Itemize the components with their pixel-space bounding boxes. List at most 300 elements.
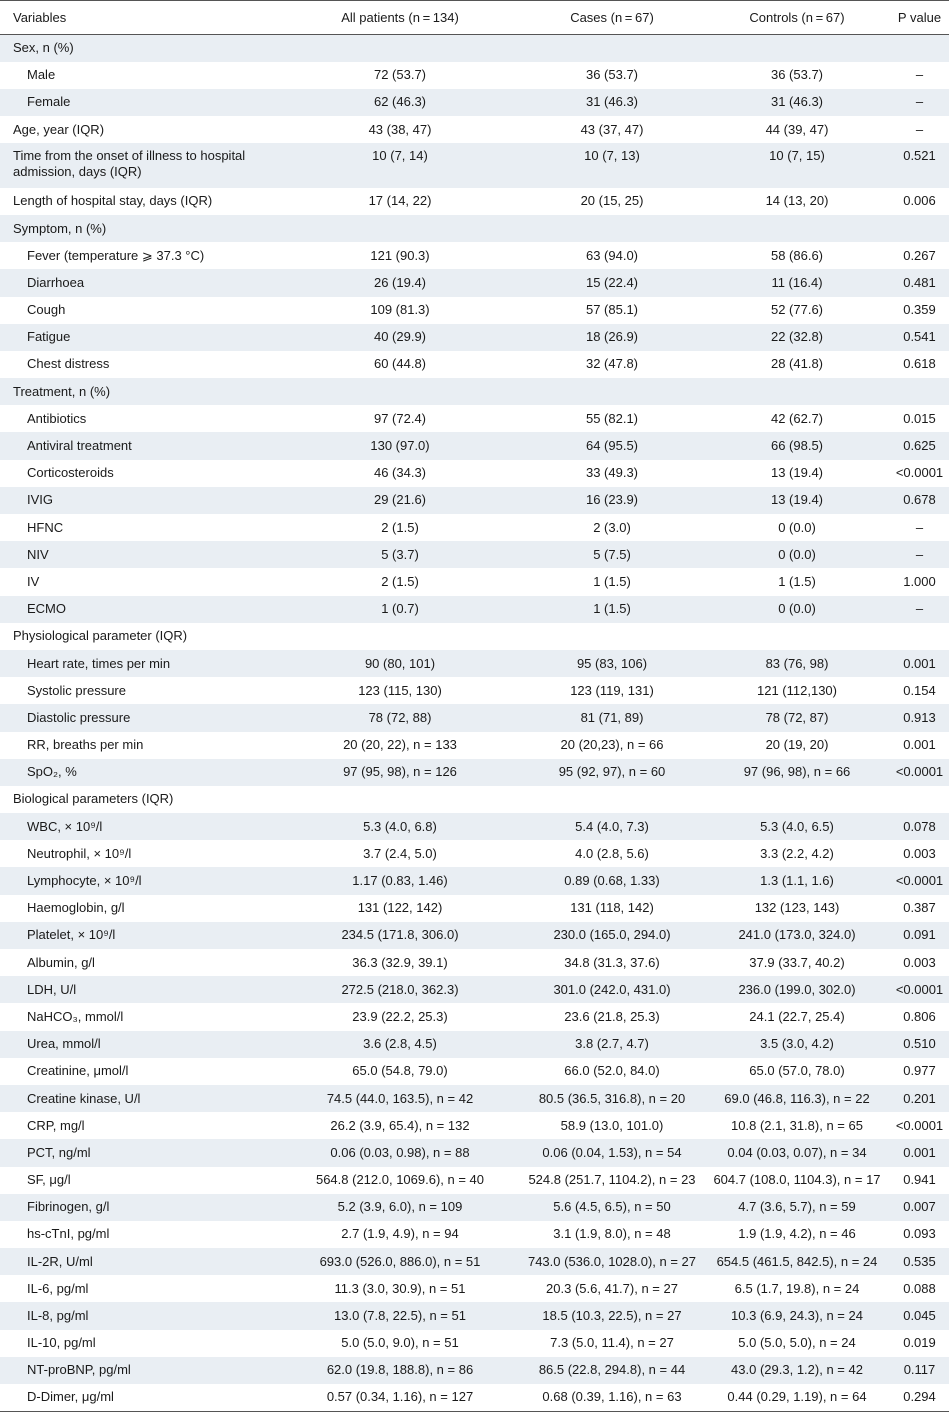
cell-controls: 14 (13, 20) bbox=[765, 193, 829, 209]
table-row bbox=[0, 1058, 949, 1085]
table-row bbox=[0, 1139, 949, 1166]
cell-cases: 81 (71, 89) bbox=[580, 709, 644, 725]
cell-p-value: <0.0001 bbox=[895, 764, 944, 780]
row-label: Treatment, n (%) bbox=[13, 383, 111, 399]
cell-p-value: 0.387 bbox=[903, 900, 936, 916]
cell-all-patients: 3.6 (2.8, 4.5) bbox=[363, 1036, 437, 1052]
cell-controls: 42 (62.7) bbox=[770, 410, 824, 426]
cell-cases: 63 (94.0) bbox=[585, 247, 639, 263]
cell-controls: 66 (98.5) bbox=[770, 438, 824, 454]
cell-cases: 43 (37, 47) bbox=[580, 121, 644, 137]
row-label: Neutrophil, × 10⁹/l bbox=[27, 845, 132, 861]
table-row bbox=[0, 541, 949, 568]
cell-cases: 80.5 (36.5, 316.8), n = 20 bbox=[538, 1090, 686, 1106]
header-p-value: P value bbox=[890, 1, 949, 35]
table-row bbox=[0, 1085, 949, 1112]
table-row bbox=[0, 1221, 949, 1248]
section-row bbox=[0, 215, 949, 242]
cell-cases: 64 (95.5) bbox=[585, 438, 639, 454]
cell-cases: 4.0 (2.8, 5.6) bbox=[575, 845, 649, 861]
cell-all-patients: 13.0 (7.8, 22.5), n = 51 bbox=[334, 1308, 466, 1324]
table-body bbox=[0, 35, 949, 1412]
table-row bbox=[0, 1302, 949, 1329]
table-row bbox=[0, 976, 949, 1003]
cell-controls: 0 (0.0) bbox=[778, 601, 816, 617]
cell-p-value bbox=[890, 623, 949, 650]
row-label: IL-10, pg/ml bbox=[27, 1335, 96, 1351]
section-row bbox=[0, 786, 949, 813]
cell-controls: 10.3 (6.9, 24.3), n = 24 bbox=[731, 1308, 863, 1324]
row-label: IL-6, pg/ml bbox=[27, 1280, 89, 1296]
cell-controls: 0.04 (0.03, 0.07), n = 34 bbox=[727, 1144, 867, 1160]
cell-cases: 23.6 (21.8, 25.3) bbox=[564, 1008, 660, 1024]
row-label: Diastolic pressure bbox=[27, 709, 131, 725]
table-row bbox=[0, 351, 949, 378]
cell-p-value: 0.806 bbox=[903, 1008, 936, 1024]
cell-all-patients: 17 (14, 22) bbox=[368, 193, 432, 209]
cell-cases: 18 (26.9) bbox=[585, 329, 639, 345]
row-label: PCT, ng/ml bbox=[27, 1144, 91, 1160]
row-label: Cough bbox=[27, 302, 66, 318]
cell-p-value: 0.007 bbox=[903, 1199, 936, 1215]
table-row bbox=[0, 840, 949, 867]
table-row bbox=[0, 759, 949, 786]
table-row bbox=[0, 1112, 949, 1139]
table-row bbox=[0, 704, 949, 731]
table-row bbox=[0, 242, 949, 269]
cell-controls bbox=[704, 623, 890, 650]
table-row bbox=[0, 568, 949, 595]
table-row bbox=[0, 269, 949, 296]
table-row bbox=[0, 89, 949, 116]
cell-all-patients: 60 (44.8) bbox=[373, 356, 427, 372]
cell-controls bbox=[704, 378, 890, 405]
table-row bbox=[0, 143, 949, 188]
row-label: Fibrinogen, g/l bbox=[27, 1199, 110, 1215]
cell-controls: 11 (16.4) bbox=[771, 274, 823, 290]
table-row bbox=[0, 405, 949, 432]
cell-p-value: 0.088 bbox=[903, 1280, 936, 1296]
cell-all-patients: 3.7 (2.4, 5.0) bbox=[363, 845, 437, 861]
cell-all-patients: 2 (1.5) bbox=[381, 519, 419, 535]
cell-all-patients bbox=[280, 35, 520, 62]
table-row bbox=[0, 487, 949, 514]
header-controls: Controls (n = 67) bbox=[704, 1, 890, 35]
cell-cases: 301.0 (242.0, 431.0) bbox=[553, 981, 671, 997]
cell-p-value: <0.0001 bbox=[895, 1117, 944, 1133]
row-label: Diarrhoea bbox=[27, 274, 85, 290]
cell-p-value bbox=[890, 786, 949, 813]
table-row bbox=[0, 949, 949, 976]
cell-cases: 7.3 (5.0, 11.4), n = 27 bbox=[550, 1335, 674, 1351]
row-label: ECMO bbox=[27, 601, 66, 617]
row-label: Heart rate, times per min bbox=[27, 655, 171, 671]
row-label: Fever (temperature ⩾ 37.3 °C) bbox=[27, 247, 205, 263]
cell-p-value: 0.015 bbox=[903, 410, 936, 426]
cell-cases: 58.9 (13.0, 101.0) bbox=[560, 1117, 664, 1133]
cell-p-value: 0.078 bbox=[903, 818, 936, 834]
row-label: SpO₂, % bbox=[27, 764, 77, 780]
table-row bbox=[0, 432, 949, 459]
cell-controls: 83 (76, 98) bbox=[765, 655, 829, 671]
cell-all-patients: 5.0 (5.0, 9.0), n = 51 bbox=[341, 1335, 459, 1351]
cell-p-value: 0.535 bbox=[903, 1253, 936, 1269]
row-label: Length of hospital stay, days (IQR) bbox=[13, 193, 213, 209]
cell-cases: 10 (7, 13) bbox=[584, 148, 640, 164]
cell-controls: 20 (19, 20) bbox=[765, 737, 829, 753]
cell-p-value: – bbox=[915, 601, 924, 617]
cell-cases bbox=[520, 35, 704, 62]
cell-p-value: 0.154 bbox=[903, 682, 936, 698]
row-label: Time from the onset of illness to hospital admission, days (IQR) bbox=[13, 148, 246, 180]
cell-all-patients: 65.0 (54.8, 79.0) bbox=[352, 1063, 448, 1079]
cell-cases: 34.8 (31.3, 37.6) bbox=[564, 954, 660, 970]
row-label: Chest distress bbox=[27, 356, 110, 372]
row-label: Female bbox=[27, 94, 71, 110]
cell-controls: 236.0 (199.0, 302.0) bbox=[738, 981, 856, 997]
cell-p-value: 0.093 bbox=[903, 1226, 936, 1242]
cell-p-value: 0.001 bbox=[903, 1144, 936, 1160]
cell-all-patients: 2.7 (1.9, 4.9), n = 94 bbox=[341, 1226, 459, 1242]
cell-all-patients: 5 (3.7) bbox=[381, 546, 419, 562]
table-row bbox=[0, 188, 949, 215]
row-label: IVIG bbox=[27, 492, 54, 508]
cell-cases: 66.0 (52.0, 84.0) bbox=[564, 1063, 660, 1079]
cell-all-patients: 26.2 (3.9, 65.4), n = 132 bbox=[330, 1117, 470, 1133]
cell-cases: 0.68 (0.39, 1.16), n = 63 bbox=[542, 1389, 682, 1405]
row-label: Biological parameters (IQR) bbox=[13, 791, 174, 807]
cell-cases: 5.6 (4.5, 6.5), n = 50 bbox=[553, 1199, 671, 1215]
cell-p-value: 0.003 bbox=[903, 954, 936, 970]
table-row bbox=[0, 1031, 949, 1058]
cell-all-patients: 72 (53.7) bbox=[373, 67, 427, 83]
cell-controls: 44 (39, 47) bbox=[765, 121, 829, 137]
cell-p-value: 0.618 bbox=[903, 356, 936, 372]
cell-controls: 78 (72, 87) bbox=[765, 709, 829, 725]
cell-controls: 10.8 (2.1, 31.8), n = 65 bbox=[731, 1117, 863, 1133]
cell-controls: 132 (123, 143) bbox=[754, 900, 840, 916]
cell-all-patients: 11.3 (3.0, 30.9), n = 51 bbox=[334, 1280, 466, 1296]
cell-all-patients: 109 (81.3) bbox=[370, 302, 430, 318]
cell-all-patients bbox=[280, 215, 520, 242]
cell-all-patients: 97 (95, 98), n = 126 bbox=[343, 764, 457, 780]
cell-all-patients: 62.0 (19.8, 188.8), n = 86 bbox=[326, 1362, 474, 1378]
cell-cases: 5.4 (4.0, 7.3) bbox=[575, 818, 649, 834]
row-label: Symptom, n (%) bbox=[13, 220, 107, 236]
table-row bbox=[0, 1330, 949, 1357]
cell-p-value: – bbox=[915, 121, 924, 137]
cell-controls: 22 (32.8) bbox=[770, 329, 824, 345]
cell-all-patients: 123 (115, 130) bbox=[358, 682, 442, 698]
row-label: D-Dimer, μg/ml bbox=[27, 1389, 114, 1405]
cell-p-value: 0.091 bbox=[903, 927, 936, 943]
row-label: WBC, × 10⁹/l bbox=[27, 818, 103, 834]
cell-p-value: 0.019 bbox=[903, 1335, 936, 1351]
table-row bbox=[0, 514, 949, 541]
cell-all-patients: 272.5 (218.0, 362.3) bbox=[341, 981, 459, 997]
cell-cases: 16 (23.9) bbox=[585, 492, 639, 508]
table-row bbox=[0, 1194, 949, 1221]
cell-cases: 1 (1.5) bbox=[593, 573, 631, 589]
header-all-patients: All patients (n = 134) bbox=[280, 1, 520, 35]
cell-controls: 3.3 (2.2, 4.2) bbox=[760, 845, 834, 861]
cell-cases: 5 (7.5) bbox=[593, 546, 631, 562]
cell-all-patients: 36.3 (32.9, 39.1) bbox=[352, 954, 448, 970]
table-row bbox=[0, 813, 949, 840]
cell-p-value: 0.267 bbox=[903, 247, 936, 263]
cell-controls: 97 (96, 98), n = 66 bbox=[743, 764, 851, 780]
cell-controls: 604.7 (108.0, 1104.3), n = 17 bbox=[713, 1172, 881, 1188]
table-row bbox=[0, 1167, 949, 1194]
table-row bbox=[0, 324, 949, 351]
cell-p-value: 0.977 bbox=[903, 1063, 936, 1079]
cell-p-value: – bbox=[915, 546, 924, 562]
cell-cases: 36 (53.7) bbox=[585, 67, 639, 83]
cell-p-value: – bbox=[915, 94, 924, 110]
cell-all-patients: 0.06 (0.03, 0.98), n = 88 bbox=[330, 1144, 470, 1160]
cell-p-value: – bbox=[915, 67, 924, 83]
row-label: IL-8, pg/ml bbox=[27, 1308, 89, 1324]
row-label: Sex, n (%) bbox=[13, 40, 74, 56]
cell-p-value: 0.117 bbox=[903, 1362, 936, 1378]
cell-p-value: 0.003 bbox=[903, 845, 936, 861]
row-label: Fatigue bbox=[27, 329, 71, 345]
row-label: Haemoglobin, g/l bbox=[27, 900, 125, 916]
row-label: LDH, U/l bbox=[27, 981, 77, 997]
cell-cases: 3.8 (2.7, 4.7) bbox=[575, 1036, 649, 1052]
header-cases: Cases (n = 67) bbox=[520, 1, 704, 35]
cell-all-patients: 29 (21.6) bbox=[373, 492, 427, 508]
cell-cases bbox=[520, 215, 704, 242]
cell-cases: 31 (46.3) bbox=[585, 94, 639, 110]
cell-all-patients bbox=[280, 786, 520, 813]
cell-p-value: 0.481 bbox=[903, 274, 936, 290]
cell-cases: 2 (3.0) bbox=[593, 519, 631, 535]
cell-controls: 241.0 (173.0, 324.0) bbox=[738, 927, 856, 943]
row-label: Lymphocyte, × 10⁹/l bbox=[27, 873, 142, 889]
cell-controls: 52 (77.6) bbox=[770, 302, 824, 318]
cell-cases: 18.5 (10.3, 22.5), n = 27 bbox=[542, 1308, 682, 1324]
cell-all-patients: 40 (29.9) bbox=[373, 329, 427, 345]
cell-p-value: 0.541 bbox=[903, 329, 936, 345]
cell-p-value: 0.359 bbox=[903, 302, 936, 318]
cell-controls: 69.0 (46.8, 116.3), n = 22 bbox=[724, 1090, 870, 1106]
cell-all-patients bbox=[280, 623, 520, 650]
cell-controls: 5.3 (4.0, 6.5) bbox=[760, 818, 834, 834]
cell-p-value: 0.006 bbox=[903, 193, 936, 209]
cell-cases: 33 (49.3) bbox=[585, 465, 639, 481]
table-row bbox=[0, 62, 949, 89]
cell-all-patients: 10 (7, 14) bbox=[372, 148, 428, 164]
cell-p-value bbox=[890, 215, 949, 242]
cell-p-value: 0.625 bbox=[903, 438, 936, 454]
cell-p-value bbox=[890, 35, 949, 62]
row-label: Corticosteroids bbox=[27, 465, 114, 481]
cell-cases bbox=[520, 623, 704, 650]
cell-controls: 4.7 (3.6, 5.7), n = 59 bbox=[738, 1199, 856, 1215]
table-row bbox=[0, 1357, 949, 1384]
row-label: IL-2R, U/ml bbox=[27, 1253, 93, 1269]
cell-all-patients: 78 (72, 88) bbox=[368, 709, 432, 725]
cell-cases: 524.8 (251.7, 1104.2), n = 23 bbox=[528, 1172, 696, 1188]
table-row bbox=[0, 922, 949, 949]
cell-controls: 3.5 (3.0, 4.2) bbox=[760, 1036, 834, 1052]
cell-all-patients: 97 (72.4) bbox=[373, 410, 427, 426]
cell-controls: 1 (1.5) bbox=[778, 573, 816, 589]
cell-controls: 0.44 (0.29, 1.19), n = 64 bbox=[727, 1389, 867, 1405]
cell-all-patients: 0.57 (0.34, 1.16), n = 127 bbox=[326, 1389, 474, 1405]
cell-controls: 37.9 (33.7, 40.2) bbox=[749, 954, 845, 970]
cell-cases: 20 (20,23), n = 66 bbox=[560, 737, 664, 753]
table-row bbox=[0, 650, 949, 677]
cell-cases: 57 (85.1) bbox=[585, 302, 639, 318]
cell-all-patients: 1 (0.7) bbox=[381, 601, 419, 617]
cell-p-value: 0.294 bbox=[903, 1389, 936, 1405]
row-label: Physiological parameter (IQR) bbox=[13, 628, 188, 644]
cell-cases: 743.0 (536.0, 1028.0), n = 27 bbox=[527, 1253, 697, 1269]
cell-p-value: 0.001 bbox=[903, 655, 936, 671]
cell-all-patients: 5.3 (4.0, 6.8) bbox=[363, 818, 437, 834]
table-row bbox=[0, 116, 949, 143]
cell-all-patients: 26 (19.4) bbox=[373, 274, 427, 290]
section-row bbox=[0, 623, 949, 650]
cell-all-patients: 20 (20, 22), n = 133 bbox=[343, 737, 457, 753]
cell-p-value: 0.941 bbox=[903, 1172, 936, 1188]
header-variables: Variables bbox=[0, 1, 280, 35]
cell-p-value: 0.201 bbox=[903, 1090, 936, 1106]
cell-all-patients: 131 (122, 142) bbox=[357, 900, 443, 916]
cell-p-value: 1.000 bbox=[903, 573, 936, 589]
cell-controls: 0 (0.0) bbox=[778, 519, 816, 535]
cell-cases: 20.3 (5.6, 41.7), n = 27 bbox=[546, 1280, 678, 1296]
cell-p-value: 0.510 bbox=[903, 1036, 936, 1052]
cell-all-patients: 5.2 (3.9, 6.0), n = 109 bbox=[337, 1199, 463, 1215]
cell-controls bbox=[704, 215, 890, 242]
table-row bbox=[0, 677, 949, 704]
cell-all-patients bbox=[280, 378, 520, 405]
cell-controls: 31 (46.3) bbox=[770, 94, 824, 110]
row-label: RR, breaths per min bbox=[27, 737, 144, 753]
cell-cases: 32 (47.8) bbox=[585, 356, 639, 372]
cell-all-patients: 46 (34.3) bbox=[373, 465, 427, 481]
cell-cases: 95 (92, 97), n = 60 bbox=[558, 764, 666, 780]
row-label: Platelet, × 10⁹/l bbox=[27, 927, 116, 943]
table-row bbox=[0, 596, 949, 623]
row-label: Systolic pressure bbox=[27, 682, 126, 698]
cell-all-patients: 90 (80, 101) bbox=[364, 655, 436, 671]
cell-cases: 95 (83, 106) bbox=[576, 655, 648, 671]
row-label: Antibiotics bbox=[27, 410, 87, 426]
cell-p-value: <0.0001 bbox=[895, 873, 944, 889]
cell-p-value bbox=[890, 378, 949, 405]
table-row bbox=[0, 1275, 949, 1302]
cell-controls: 65.0 (57.0, 78.0) bbox=[749, 1063, 845, 1079]
cell-all-patients: 1.17 (0.83, 1.46) bbox=[352, 873, 448, 889]
row-label: CRP, mg/l bbox=[27, 1117, 85, 1133]
cell-controls: 13 (19.4) bbox=[770, 492, 824, 508]
cell-controls bbox=[704, 35, 890, 62]
cell-all-patients: 74.5 (44.0, 163.5), n = 42 bbox=[326, 1090, 474, 1106]
cell-p-value: 0.001 bbox=[903, 737, 936, 753]
cell-p-value: <0.0001 bbox=[895, 465, 944, 481]
cell-cases: 123 (119, 131) bbox=[570, 682, 654, 698]
row-label: Creatinine, μmol/l bbox=[27, 1063, 129, 1079]
cell-all-patients: 43 (38, 47) bbox=[368, 121, 432, 137]
cell-controls: 5.0 (5.0, 5.0), n = 24 bbox=[738, 1335, 856, 1351]
cell-controls: 28 (41.8) bbox=[770, 356, 824, 372]
row-label: NIV bbox=[27, 546, 49, 562]
row-label: SF, μg/l bbox=[27, 1172, 71, 1188]
table-row bbox=[0, 732, 949, 759]
row-label: IV bbox=[27, 573, 40, 589]
cell-p-value: 0.913 bbox=[903, 709, 936, 725]
cell-controls: 654.5 (461.5, 842.5), n = 24 bbox=[716, 1253, 878, 1269]
cell-p-value: 0.045 bbox=[903, 1308, 936, 1324]
cell-controls: 6.5 (1.7, 19.8), n = 24 bbox=[734, 1280, 860, 1296]
cell-cases bbox=[520, 786, 704, 813]
cell-controls: 1.3 (1.1, 1.6) bbox=[760, 873, 834, 889]
cell-all-patients: 130 (97.0) bbox=[370, 438, 430, 454]
cell-all-patients: 2 (1.5) bbox=[381, 573, 419, 589]
cell-cases: 0.06 (0.04, 1.53), n = 54 bbox=[542, 1144, 682, 1160]
cell-cases: 230.0 (165.0, 294.0) bbox=[553, 927, 671, 943]
cell-cases: 131 (118, 142) bbox=[570, 900, 654, 916]
row-label: Male bbox=[27, 67, 56, 83]
cell-all-patients: 23.9 (22.2, 25.3) bbox=[352, 1008, 448, 1024]
cell-p-value: – bbox=[915, 519, 924, 535]
section-row bbox=[0, 35, 949, 62]
table-row bbox=[0, 297, 949, 324]
row-label: Albumin, g/l bbox=[27, 954, 95, 970]
cell-controls: 1.9 (1.9, 4.2), n = 46 bbox=[738, 1226, 856, 1242]
cell-all-patients: 62 (46.3) bbox=[373, 94, 427, 110]
table-row bbox=[0, 895, 949, 922]
row-label: NT-proBNP, pg/ml bbox=[27, 1362, 131, 1378]
cell-controls bbox=[704, 786, 890, 813]
cell-cases: 0.89 (0.68, 1.33) bbox=[564, 873, 660, 889]
cell-controls: 121 (112,130) bbox=[757, 682, 837, 698]
cell-controls: 36 (53.7) bbox=[770, 67, 824, 83]
cell-all-patients: 234.5 (171.8, 306.0) bbox=[341, 927, 459, 943]
cell-p-value: 0.678 bbox=[903, 492, 936, 508]
cell-all-patients: 693.0 (526.0, 886.0), n = 51 bbox=[319, 1253, 481, 1269]
cell-controls: 58 (86.6) bbox=[770, 247, 824, 263]
cell-cases: 3.1 (1.9, 8.0), n = 48 bbox=[553, 1226, 671, 1242]
cell-cases bbox=[520, 378, 704, 405]
cell-controls: 0 (0.0) bbox=[778, 546, 816, 562]
row-label: Age, year (IQR) bbox=[13, 121, 105, 137]
header-row bbox=[0, 1, 949, 35]
table-header bbox=[0, 1, 949, 35]
cell-cases: 20 (15, 25) bbox=[580, 193, 644, 209]
table-row bbox=[0, 1384, 949, 1411]
cell-all-patients: 564.8 (212.0, 1069.6), n = 40 bbox=[315, 1172, 485, 1188]
cell-p-value: 0.521 bbox=[903, 148, 936, 164]
cell-controls: 43.0 (29.3, 1.2), n = 42 bbox=[731, 1362, 863, 1378]
table-row bbox=[0, 867, 949, 894]
table-row bbox=[0, 1248, 949, 1275]
table-row bbox=[0, 460, 949, 487]
cell-cases: 55 (82.1) bbox=[585, 410, 639, 426]
row-label: Creatine kinase, U/l bbox=[27, 1090, 141, 1106]
row-label: Urea, mmol/l bbox=[27, 1036, 101, 1052]
cell-cases: 86.5 (22.8, 294.8), n = 44 bbox=[538, 1362, 686, 1378]
row-label: NaHCO₃, mmol/l bbox=[27, 1008, 124, 1024]
cell-controls: 10 (7, 15) bbox=[769, 148, 825, 164]
table-row bbox=[0, 1003, 949, 1030]
cell-p-value: <0.0001 bbox=[895, 981, 944, 997]
row-label: HFNC bbox=[27, 519, 64, 535]
